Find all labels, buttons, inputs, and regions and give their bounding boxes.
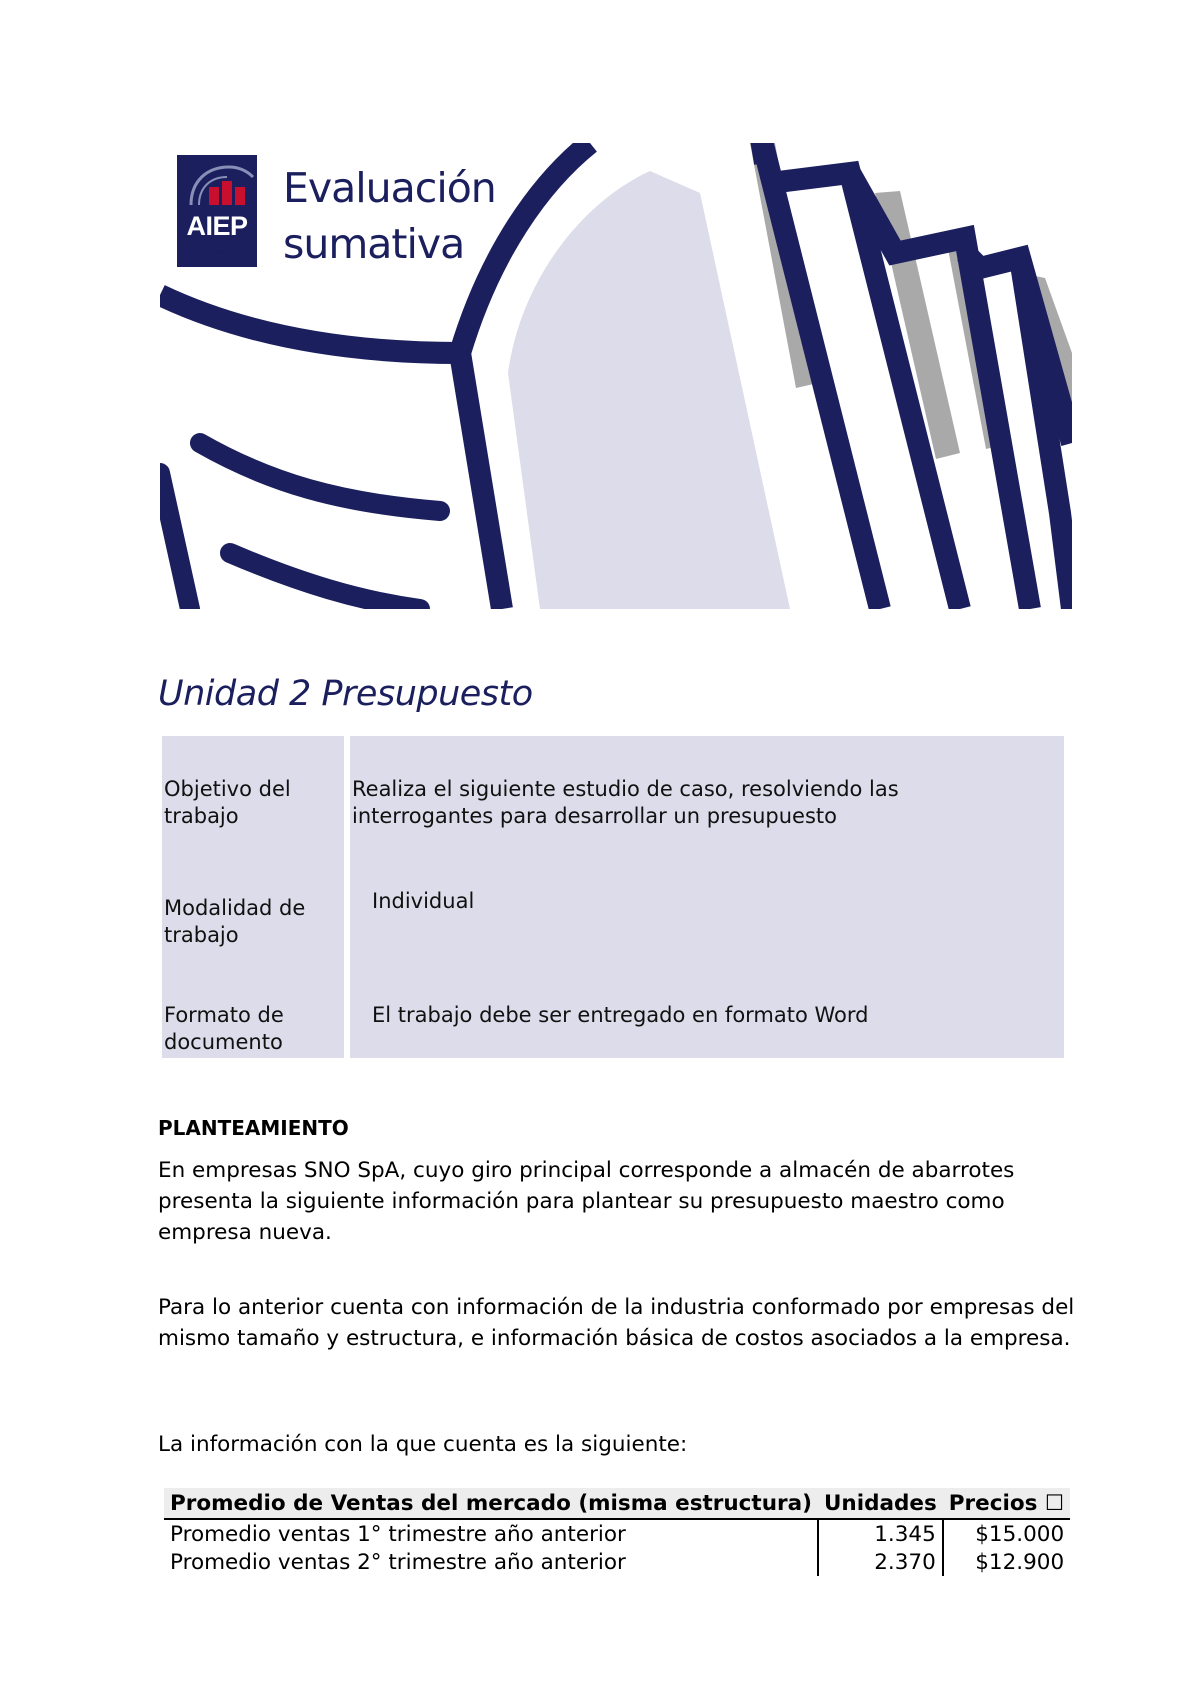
info-value-format: El trabajo debe ser entregado en formato Word [372, 1003, 869, 1027]
evaluation-title-line2: sumativa [283, 220, 465, 268]
table-row [164, 1519, 1070, 1548]
paragraph-intro: En empresas SNO SpA, cuyo giro principal corresponde a almacén de abarrotes presenta la siguiente información para plantear su presupuesto maestro como empresa nueva. [158, 1158, 1015, 1245]
paragraph-lead: La información con la que cuenta es la siguiente: [158, 1432, 688, 1457]
logo-subtitle-line1: de la Universidad [182, 246, 252, 256]
column-header-prices: Precios ☐ [943, 1488, 1070, 1519]
table-row [164, 1548, 1070, 1576]
market-sales-table [164, 1488, 1070, 1576]
table-header-row [164, 1488, 1070, 1519]
row-label: Promedio ventas 1° trimestre año anterior [170, 1521, 626, 1547]
logo-wordmark: AIEP [186, 211, 248, 241]
evaluation-title-line1: Evaluación [283, 164, 496, 212]
unit-title: Unidad 2 Presupuesto [158, 674, 533, 714]
info-value-modality: Individual [372, 889, 475, 913]
info-label-objective: Objetivo del trabajo [164, 777, 291, 828]
column-header-units: Unidades [818, 1488, 943, 1519]
section-heading: PLANTEAMIENTO [158, 1116, 349, 1140]
logo-building-icon [177, 155, 257, 211]
row-price: $12.900 [943, 1548, 1070, 1576]
row-label: Promedio ventas 2° trimestre año anterior [170, 1549, 626, 1575]
info-label-modality: Modalidad de trabajo [164, 896, 306, 947]
row-price: $15.000 [943, 1519, 1070, 1548]
row-units: 1.345 [818, 1519, 943, 1548]
evaluation-title [283, 160, 496, 272]
logo-subtitle-line2: Andrés Bello [183, 256, 251, 268]
info-value-objective: Realiza el siguiente estudio de caso, resolviendo las interrogantes para desarrollar un presupuesto [352, 777, 899, 828]
column-header-description: Promedio de Ventas del mercado (misma estructura) [164, 1488, 818, 1519]
paragraph-context: Para lo anterior cuenta con información de la industria conformado por empresas del mismo tamaño y estructura, e información básica de costos asociados a la empresa. [158, 1295, 1075, 1351]
info-label-format: Formato de documento [164, 1003, 284, 1054]
assignment-info-table [162, 736, 1064, 1058]
row-units: 2.370 [818, 1548, 943, 1576]
